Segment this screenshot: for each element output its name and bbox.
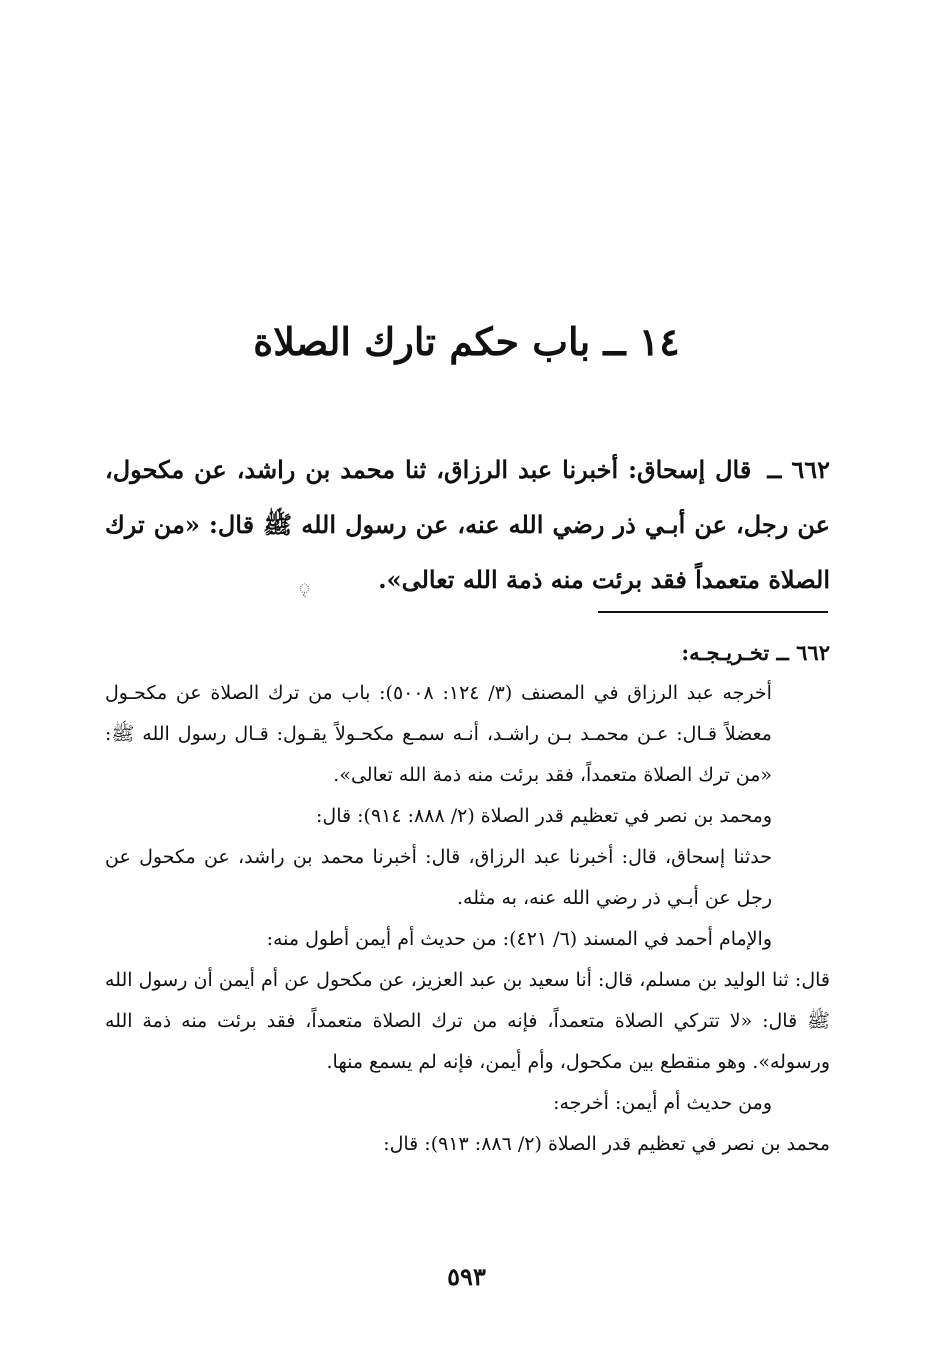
scan-mark: ৃ [298, 581, 312, 597]
hadith-number: ٦٦٢ ــ [767, 455, 831, 484]
takhrij-section [105, 632, 830, 1165]
chapter-heading: ١٤ ــ باب حكم تارك الصلاة [253, 319, 680, 364]
takhrij-paragraph: أخرجه عبد الرزاق في المصنف (٣/ ١٢٤: ٥٠٠٨): باب من ترك الصلاة عن مكحـول معضلاً قـال: عـن محمـد بـن راشـد، أنـه سمـع مكحـولاً يقـول: قـال رسول الله ﷺ: «من ترك الصلاة متعمداً، فقد برئت منه ذمة الله تعالى». [105, 682, 772, 786]
takhrij-paragraph: والإمام أحمد في المسند (٦/ ٤٢١): من حديث أم أيمن أطول منه: [266, 928, 772, 950]
takhrij-paragraph: محمد بن نصر في تعظيم قدر الصلاة (٢/ ٨٨٦: ٩١٣): قال: [383, 1133, 830, 1155]
footnote-separator [598, 611, 828, 613]
takhrij-label: تخـريـجـه: [681, 640, 770, 665]
takhrij-paragraph: ومحمد بن نصر في تعظيم قدر الصلاة (٢/ ٨٨٨: ٩١٤): قال: [316, 805, 772, 827]
takhrij-paragraph: حدثنا إسحاق، قال: أخبرنا عبد الرزاق، قال: أخبرنا محمد بن راشد، عن مكحول عن رجل عن أبـي ذر رضي الله عنه، به مثله. [105, 846, 772, 909]
takhrij-title [105, 632, 830, 673]
hadith-text-block [105, 442, 830, 607]
takhrij-number: ٦٦٢ ــ [776, 640, 830, 665]
hadith-body: قال إسحاق: أخبرنا عبد الرزاق، ثنا محمد بن راشد، عن مكحول، عن رجل، عن أبـي ذر رضي الله عنه، عن رسول الله ﷺ قال: «من ترك الصلاة متعمداً فقد برئت منه ذمة الله تعالى». [105, 455, 830, 594]
page-number: ٥٩٣ [447, 1262, 486, 1291]
takhrij-paragraph: قال: ثنا الوليد بن مسلم، قال: أنا سعيد بن عبد العزيز، عن مكحول عن أم أيمن أن رسول الله ﷺ قال: «لا تتركي الصلاة متعمداً، فإنه من ترك الصلاة متعمداً، فقد برئت منه ذمة الله ورسوله». وهو منقطع بين مكحول، وأم أيمن، فإنه لم يسمع منها. [105, 969, 830, 1073]
takhrij-paragraph: ومن حديث أم أيمن: أخرجه: [553, 1092, 772, 1114]
